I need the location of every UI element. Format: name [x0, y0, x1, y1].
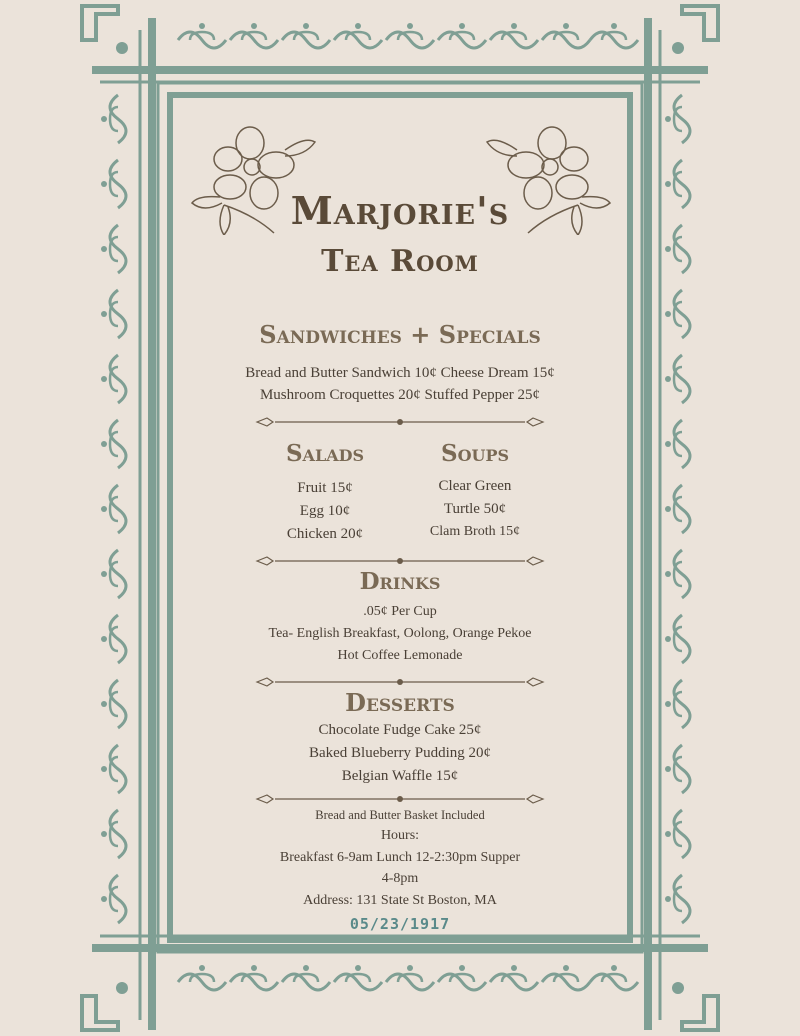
soups-item: Turtle 50¢ — [443, 501, 507, 517]
restaurant-subtitle: Tea Room — [321, 244, 479, 279]
basket-note: Bread and Butter Basket Included — [315, 808, 485, 822]
salads-heading: Salads — [285, 440, 365, 467]
sandwiches-line-1: Bread and Butter Sandwich 10¢ Cheese Dream 15¢ — [245, 365, 555, 381]
desserts-heading: Desserts — [345, 688, 455, 717]
desserts-item: Chocolate Fudge Cake 25¢ — [318, 722, 482, 738]
desserts-item: Belgian Waffle 15¢ — [341, 768, 459, 784]
drinks-line: .05¢ Per Cup — [363, 604, 437, 619]
salads-item: Chicken 20¢ — [286, 526, 364, 542]
drinks-line: Tea- English Breakfast, Oolong, Orange Pekoe — [268, 626, 532, 641]
hours-line: Breakfast 6-9am Lunch 12-2:30pm Supper — [279, 850, 521, 865]
salads-item: Fruit 15¢ — [297, 480, 353, 496]
date-stamp: 05/23/1917 — [349, 915, 451, 933]
divider — [255, 792, 545, 806]
divider — [255, 415, 545, 429]
hours-line: 4-8pm — [381, 871, 419, 886]
divider — [255, 554, 545, 568]
sandwiches-heading: Sandwiches + Specials — [259, 320, 541, 349]
soups-item: Clam Broth 15¢ — [429, 524, 521, 539]
soups-item: Clear Green — [438, 478, 512, 494]
divider — [255, 675, 545, 689]
hours-label: Hours: — [380, 828, 420, 843]
drinks-line: Hot Coffee Lemonade — [337, 648, 463, 663]
sandwiches-line-2: Mushroom Croquettes 20¢ Stuffed Pepper 25¢ — [259, 387, 541, 403]
restaurant-title: Marjorie's — [290, 188, 510, 233]
salads-item: Egg 10¢ — [299, 503, 351, 519]
desserts-item: Baked Blueberry Pudding 20¢ — [308, 745, 492, 761]
address: Address: 131 State St Boston, MA — [303, 893, 497, 908]
soups-heading: Soups — [440, 440, 510, 467]
drinks-heading: Drinks — [359, 568, 441, 595]
